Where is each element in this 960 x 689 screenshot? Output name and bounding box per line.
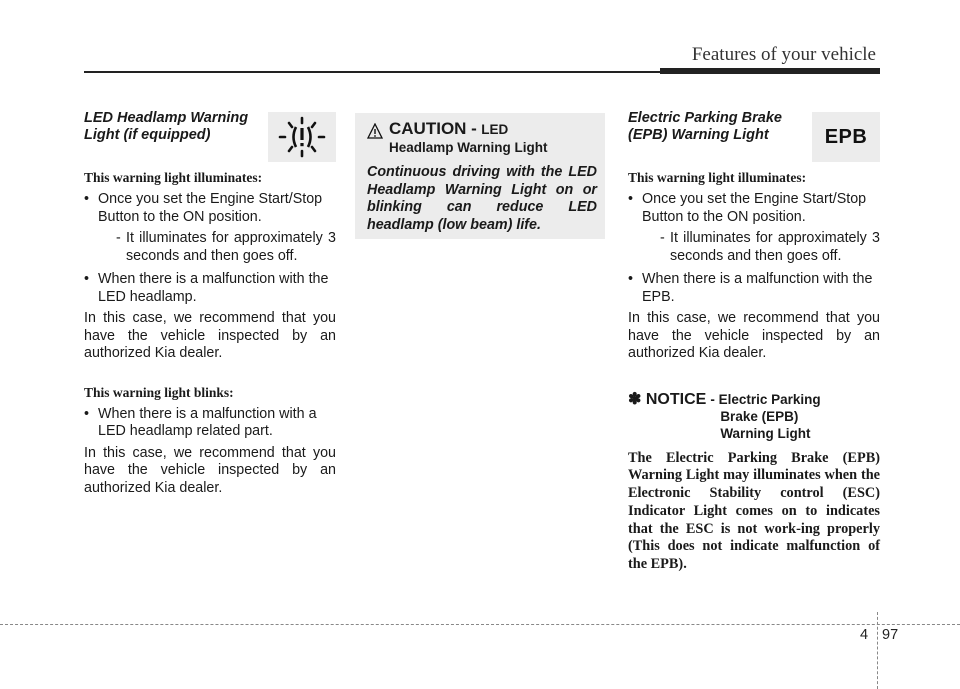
caution-header <box>367 119 597 156</box>
notice-body: The Electric Parking Brake (EPB) Warning Light may illuminates when the Electronic Stability control (ESC) Indicator Light comes on to indicates that the ESC is not work-ing properly (This does not indicate malfunction of the EPB). <box>628 449 880 573</box>
epb-paragraph: In this case, we recommend that you have the vehicle inspected by an authorized Kia dealer. <box>628 310 880 361</box>
notice-dash: - <box>710 391 715 407</box>
list-item: • Once you set the Engine Start/Stop Button to the ON position. <box>628 191 880 226</box>
caution-body: Continuous driving with the LED Headlamp Warning Light on or blinking can reduce LED headlamp (low beam) life. <box>367 164 597 233</box>
led-blinks-heading: This warning light blinks: <box>84 384 234 400</box>
epb-section <box>628 110 880 574</box>
notice-header <box>628 389 880 442</box>
notice-subtitle-line: Electric Parking <box>718 391 821 407</box>
led-warning-icon-box <box>268 112 336 162</box>
epb-icon-label: EPB <box>824 125 868 148</box>
header-rule-accent <box>660 68 880 74</box>
list-item: • When there is a malfunction with a LED headlamp related part. <box>84 406 336 441</box>
caution-label: CAUTION - <box>389 119 477 138</box>
caution-subtitle: Headlamp Warning Light <box>389 140 548 155</box>
epb-section-title: Electric Parking Brake (EPB) Warning Light <box>628 110 782 143</box>
notice-star-icon: ✽ <box>628 390 642 408</box>
list-item: • Once you set the Engine Start/Stop Button to the ON position. <box>84 191 336 226</box>
led-illuminates-heading: This warning light illuminates: <box>84 170 263 185</box>
chapter-number: 4 <box>860 627 869 643</box>
footer-rule <box>0 624 960 625</box>
footer-separator <box>877 612 878 689</box>
led-illum-paragraph: In this case, we recommend that you have the vehicle inspected by an authorized Kia dealer. <box>84 310 336 361</box>
list-item: • When there is a malfunction with the EPB. <box>628 271 880 306</box>
notice-label: NOTICE <box>645 390 707 408</box>
caution-box <box>355 113 605 239</box>
caution-led-label: LED <box>481 122 509 137</box>
notice-subtitle <box>706 389 820 442</box>
notice-subtitle-line: Warning Light <box>720 425 811 441</box>
list-subitem: - It illuminates for approximately 3 seconds and then goes off. <box>660 230 880 264</box>
led-headlamp-section <box>84 110 336 497</box>
caution-triangle-icon <box>367 123 383 139</box>
notice-block <box>628 389 880 575</box>
epb-illuminates-heading: This warning light illuminates: <box>628 170 807 185</box>
list-item: • When there is a malfunction with the LED headlamp. <box>84 271 336 306</box>
list-subitem: - It illuminates for approximately 3 seconds and then goes off. <box>116 230 336 264</box>
page-number: 97 <box>882 627 899 643</box>
epb-warning-icon <box>812 112 880 162</box>
notice-subtitle-line: Brake (EPB) <box>720 408 799 424</box>
page-header-title: Features of your vehicle <box>691 44 876 65</box>
led-blink-paragraph: In this case, we recommend that you have the vehicle inspected by an authorized Kia dealer. <box>84 444 336 496</box>
notice-label-group <box>628 389 706 442</box>
led-warning-icon <box>276 115 328 159</box>
led-section-title: LED Headlamp Warning Light (if equipped) <box>84 110 249 143</box>
